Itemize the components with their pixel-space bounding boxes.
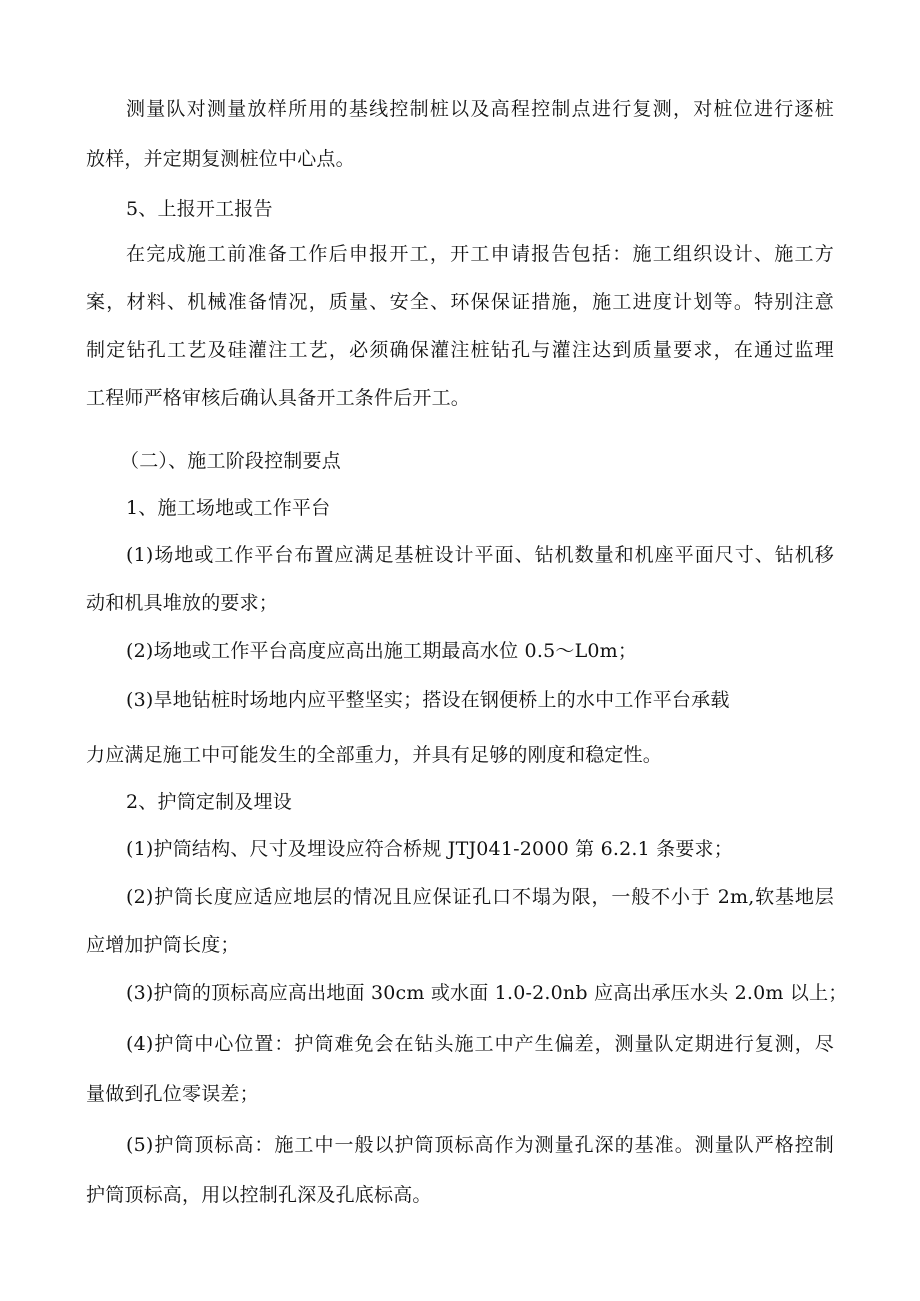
list-item-line: 动和机具堆放的要求； <box>86 592 279 614</box>
paragraph-line: 放样，并定期复测桩位中心点。 <box>86 148 355 170</box>
list-item-line: 护筒顶标高，用以控制孔深及孔底标高。 <box>86 1184 432 1206</box>
paragraph-line: 制定钻孔工艺及硅灌注工艺，必须确保灌注桩钻孔与灌注达到质量要求，在通过监理 <box>86 339 834 361</box>
section-heading: 1、施工场地或工作平台 <box>126 497 331 519</box>
section-heading: 5、上报开工报告 <box>126 198 273 220</box>
list-item-line: 力应满足施工中可能发生的全部重力，并具有足够的刚度和稳定性。 <box>86 744 663 766</box>
paragraph-line: 在完成施工前准备工作后申报开工，开工申请报告包括：施工组织设计、施工方 <box>126 243 834 265</box>
list-item-line: (1)护筒结构、尺寸及埋设应符合桥规 JTJ041-2000 第 6.2.1 条要求； <box>126 838 733 860</box>
list-item-line: 应增加护筒长度； <box>86 934 240 956</box>
list-item-line: (3)护筒的顶标高应高出地面 30cm 或水面 1.0-2.0nb 应高出承压水头 2.0m 以上； <box>126 982 848 1004</box>
section-heading: （二）、施工阶段控制要点 <box>120 450 341 472</box>
list-item-line: (3)旱地钻桩时场地内应平整坚实；搭设在钢便桥上的水中工作平台承载 <box>126 689 730 711</box>
paragraph-line: 案，材料、机械准备情况，质量、安全、环保保证措施，施工进度计划等。特别注意 <box>86 291 834 313</box>
paragraph-line: 测量队对测量放样所用的基线控制桩以及高程控制点进行复测，对桩位进行逐桩 <box>126 98 834 120</box>
list-item-line: 量做到孔位零误差； <box>86 1083 259 1105</box>
paragraph-line: 工程师严格审核后确认具备开工条件后开工。 <box>86 387 471 409</box>
list-item-line: (2)场地或工作平台高度应高出施工期最高水位 0.5～L0m； <box>126 640 638 662</box>
section-heading: 2、护筒定制及埋设 <box>126 791 292 813</box>
list-item-line: (4)护筒中心位置：护筒难免会在钻头施工中产生偏差，测量队定期进行复测，尽 <box>126 1033 834 1055</box>
list-item-line: (5)护筒顶标高：施工中一般以护筒顶标高作为测量孔深的基准。测量队严格控制 <box>126 1134 834 1156</box>
list-item-line: (1)场地或工作平台布置应满足基桩设计平面、钻机数量和机座平面尺寸、钻机移 <box>126 544 834 566</box>
list-item-line: (2)护筒长度应适应地层的情况且应保证孔口不塌为限，一般不小于 2m,软基地层 <box>126 886 834 908</box>
